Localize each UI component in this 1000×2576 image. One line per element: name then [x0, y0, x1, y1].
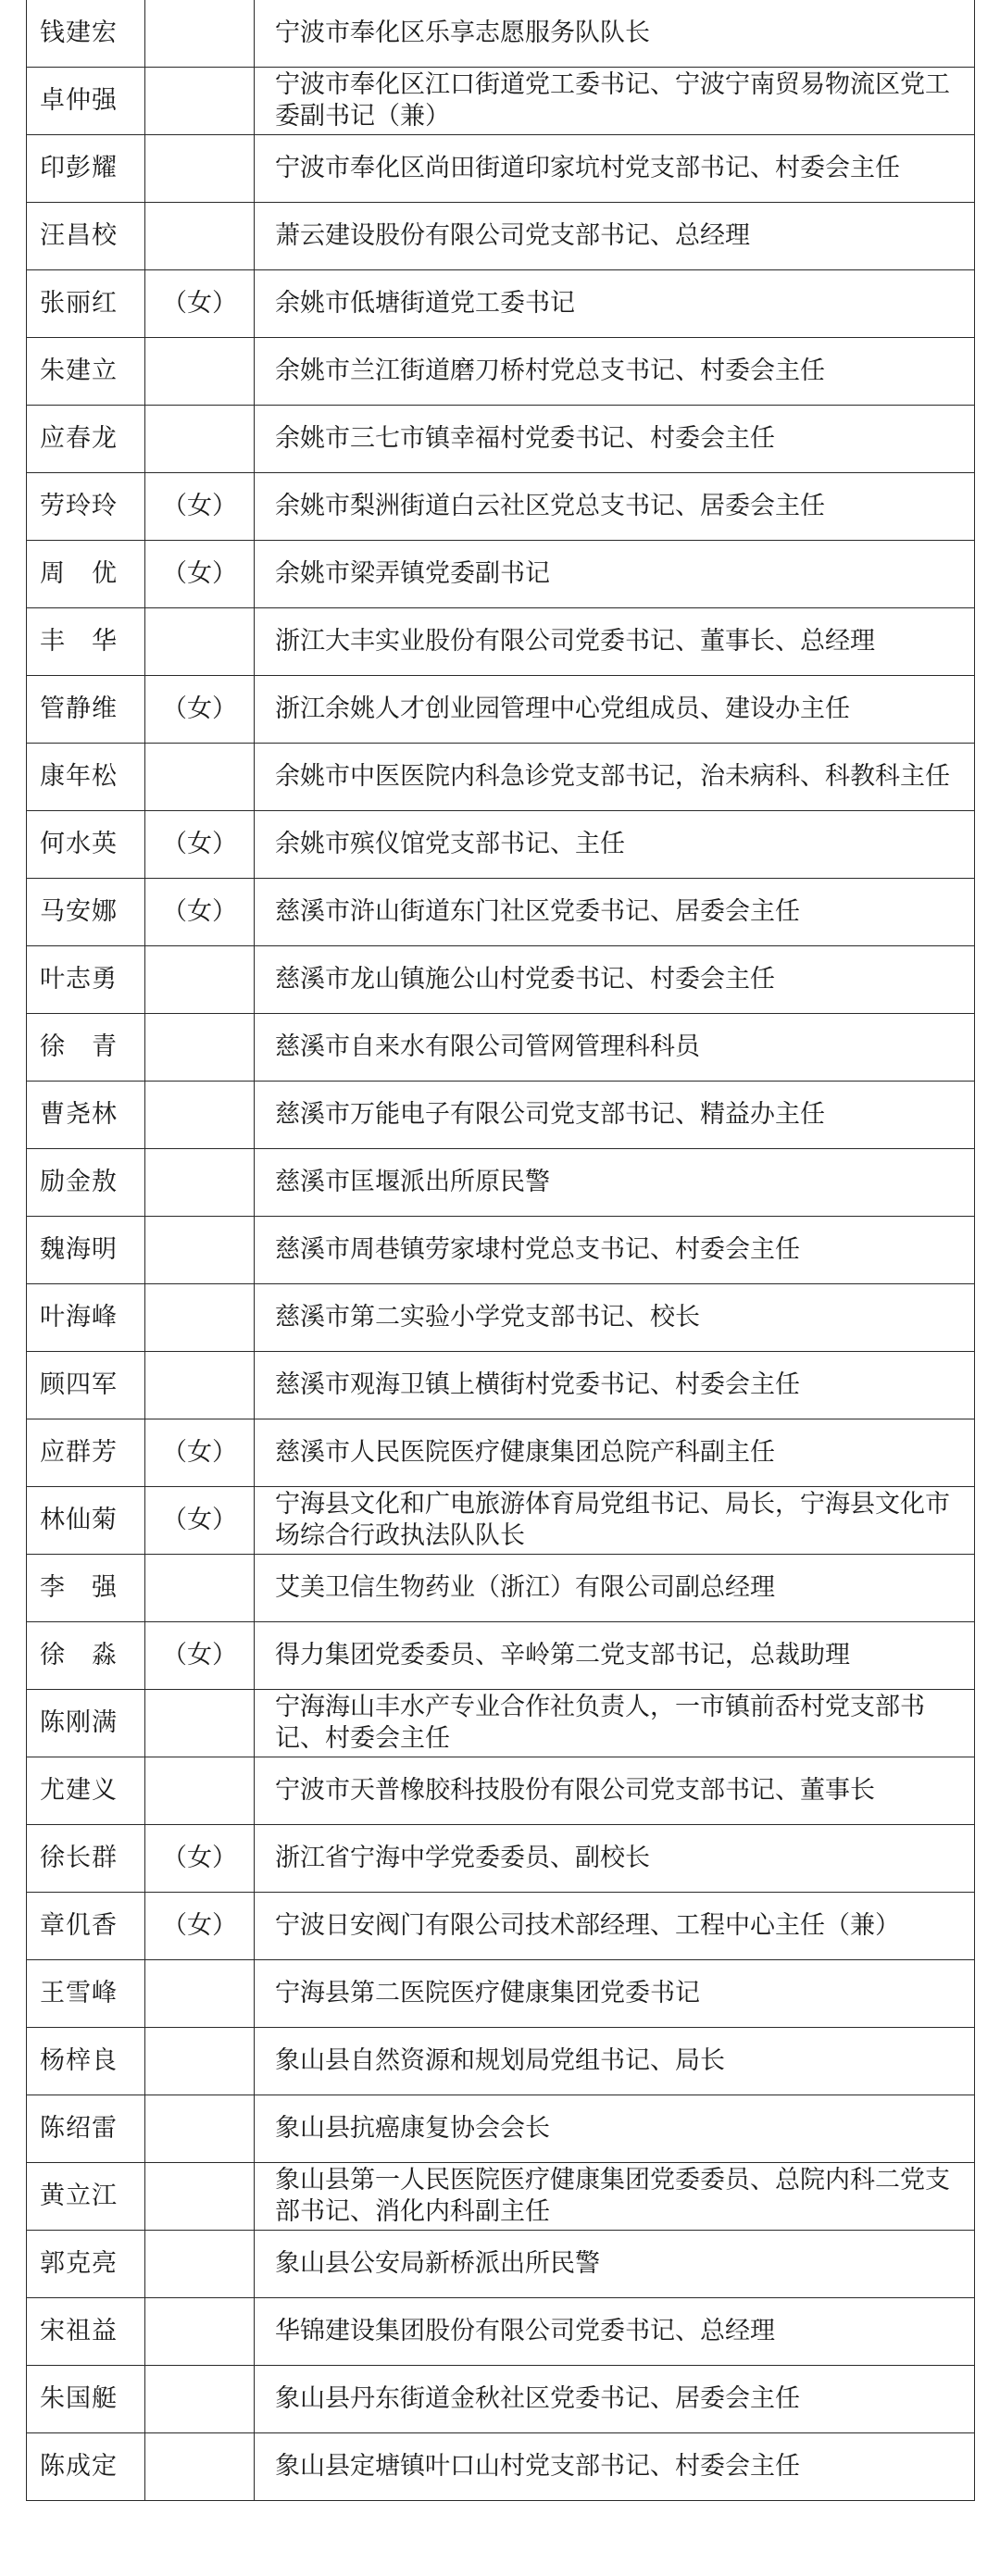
- person-name-cell: 康年松: [27, 744, 145, 811]
- person-name-cell: 印彭耀: [27, 135, 145, 203]
- position-title-cell: 象山县丹东街道金秋社区党委书记、居委会主任: [255, 2366, 975, 2433]
- table-row: [27, 473, 975, 541]
- table-row: [27, 946, 975, 1014]
- table-row: [27, 2231, 975, 2298]
- position-title-cell: 慈溪市浒山街道东门社区党委书记、居委会主任: [255, 879, 975, 946]
- position-title-cell: 余姚市兰江街道磨刀桥村党总支书记、村委会主任: [255, 338, 975, 406]
- table-row: [27, 1555, 975, 1622]
- gender-note-cell: （女）: [145, 1487, 255, 1555]
- gender-note-cell: （女）: [145, 811, 255, 879]
- gender-note-cell: （女）: [145, 879, 255, 946]
- person-name-cell: 宋祖益: [27, 2298, 145, 2366]
- person-name-cell: 应春龙: [27, 406, 145, 473]
- gender-note-cell: （女）: [145, 1622, 255, 1690]
- person-name-cell: 钱建宏: [27, 0, 145, 68]
- person-name-cell: 魏海明: [27, 1217, 145, 1284]
- position-title-cell: 余姚市低塘街道党工委书记: [255, 270, 975, 338]
- table-row: [27, 2028, 975, 2095]
- gender-note-cell: [145, 744, 255, 811]
- table-row: [27, 811, 975, 879]
- table-row: [27, 1014, 975, 1082]
- table-row: [27, 676, 975, 744]
- gender-note-cell: [145, 0, 255, 68]
- gender-note-cell: [145, 135, 255, 203]
- table-row: [27, 1082, 975, 1149]
- gender-note-cell: [145, 2095, 255, 2163]
- roster-body: [27, 0, 975, 2501]
- table-row: [27, 2163, 975, 2231]
- table-row: [27, 1217, 975, 1284]
- gender-note-cell: [145, 2433, 255, 2501]
- person-name-cell: 杨梓良: [27, 2028, 145, 2095]
- person-name-cell: 尤建义: [27, 1757, 145, 1825]
- person-name-cell: 叶志勇: [27, 946, 145, 1014]
- person-name-cell: 朱建立: [27, 338, 145, 406]
- table-row: [27, 2366, 975, 2433]
- position-title-cell: 慈溪市第二实验小学党支部书记、校长: [255, 1284, 975, 1352]
- position-title-cell: 余姚市中医医院内科急诊党支部书记，治未病科、科教科主任: [255, 744, 975, 811]
- gender-note-cell: [145, 1690, 255, 1757]
- gender-note-cell: （女）: [145, 1419, 255, 1487]
- table-row: [27, 1284, 975, 1352]
- table-row: [27, 1419, 975, 1487]
- table-row: [27, 135, 975, 203]
- gender-note-cell: [145, 203, 255, 270]
- position-title-cell: 宁波市奉化区江口街道党工委书记、宁波宁南贸易物流区党工委副书记（兼）: [255, 68, 975, 135]
- table-row: [27, 338, 975, 406]
- position-title-cell: 象山县定塘镇叶口山村党支部书记、村委会主任: [255, 2433, 975, 2501]
- table-row: [27, 1825, 975, 1893]
- position-title-cell: 宁海县文化和广电旅游体育局党组书记、局长，宁海县文化市场综合行政执法队队长: [255, 1487, 975, 1555]
- table-row: [27, 879, 975, 946]
- position-title-cell: 得力集团党委委员、辛岭第二党支部书记，总裁助理: [255, 1622, 975, 1690]
- person-name-cell: 林仙菊: [27, 1487, 145, 1555]
- person-name-cell: 卓仲强: [27, 68, 145, 135]
- position-title-cell: 宁波市奉化区乐享志愿服务队队长: [255, 0, 975, 68]
- table-row: [27, 1960, 975, 2028]
- position-title-cell: 慈溪市匡堰派出所原民警: [255, 1149, 975, 1217]
- person-name-cell: 黄立江: [27, 2163, 145, 2231]
- table-row: [27, 2433, 975, 2501]
- position-title-cell: 宁波市奉化区尚田街道印家坑村党支部书记、村委会主任: [255, 135, 975, 203]
- table-row: [27, 68, 975, 135]
- gender-note-cell: [145, 338, 255, 406]
- gender-note-cell: [145, 1217, 255, 1284]
- gender-note-cell: [145, 608, 255, 676]
- gender-note-cell: [145, 2298, 255, 2366]
- position-title-cell: 象山县抗癌康复协会会长: [255, 2095, 975, 2163]
- person-name-cell: 应群芳: [27, 1419, 145, 1487]
- table-row: [27, 1487, 975, 1555]
- gender-note-cell: （女）: [145, 1825, 255, 1893]
- person-name-cell: 陈成定: [27, 2433, 145, 2501]
- position-title-cell: 宁波市天普橡胶科技股份有限公司党支部书记、董事长: [255, 1757, 975, 1825]
- honoree-roster-table: [26, 0, 975, 2501]
- table-row: [27, 203, 975, 270]
- position-title-cell: 宁海县第二医院医疗健康集团党委书记: [255, 1960, 975, 2028]
- position-title-cell: 余姚市三七市镇幸福村党委书记、村委会主任: [255, 406, 975, 473]
- position-title-cell: 华锦建设集团股份有限公司党委书记、总经理: [255, 2298, 975, 2366]
- gender-note-cell: [145, 2028, 255, 2095]
- table-row: [27, 2298, 975, 2366]
- table-row: [27, 1757, 975, 1825]
- gender-note-cell: [145, 2366, 255, 2433]
- table-row: [27, 1149, 975, 1217]
- table-row: [27, 541, 975, 608]
- person-name-cell: 朱国艇: [27, 2366, 145, 2433]
- person-name-cell: 丰 华: [27, 608, 145, 676]
- position-title-cell: 慈溪市龙山镇施公山村党委书记、村委会主任: [255, 946, 975, 1014]
- position-title-cell: 慈溪市人民医院医疗健康集团总院产科副主任: [255, 1419, 975, 1487]
- table-row: [27, 1622, 975, 1690]
- gender-note-cell: [145, 1352, 255, 1419]
- position-title-cell: 象山县自然资源和规划局党组书记、局长: [255, 2028, 975, 2095]
- person-name-cell: 何水英: [27, 811, 145, 879]
- person-name-cell: 徐长群: [27, 1825, 145, 1893]
- table-row: [27, 744, 975, 811]
- person-name-cell: 管静维: [27, 676, 145, 744]
- position-title-cell: 浙江大丰实业股份有限公司党委书记、董事长、总经理: [255, 608, 975, 676]
- gender-note-cell: [145, 2163, 255, 2231]
- position-title-cell: 余姚市梁弄镇党委副书记: [255, 541, 975, 608]
- gender-note-cell: [145, 1014, 255, 1082]
- person-name-cell: 马安娜: [27, 879, 145, 946]
- gender-note-cell: [145, 946, 255, 1014]
- person-name-cell: 励金敖: [27, 1149, 145, 1217]
- gender-note-cell: （女）: [145, 1893, 255, 1960]
- position-title-cell: 慈溪市周巷镇劳家埭村党总支书记、村委会主任: [255, 1217, 975, 1284]
- gender-note-cell: [145, 1082, 255, 1149]
- gender-note-cell: （女）: [145, 541, 255, 608]
- position-title-cell: 宁波日安阀门有限公司技术部经理、工程中心主任（兼）: [255, 1893, 975, 1960]
- person-name-cell: 汪昌校: [27, 203, 145, 270]
- person-name-cell: 徐 淼: [27, 1622, 145, 1690]
- position-title-cell: 宁海海山丰水产专业合作社负责人，一市镇前岙村党支部书记、村委会主任: [255, 1690, 975, 1757]
- table-row: [27, 0, 975, 68]
- person-name-cell: 章仉香: [27, 1893, 145, 1960]
- position-title-cell: 慈溪市万能电子有限公司党支部书记、精益办主任: [255, 1082, 975, 1149]
- position-title-cell: 浙江省宁海中学党委委员、副校长: [255, 1825, 975, 1893]
- table-row: [27, 1690, 975, 1757]
- person-name-cell: 叶海峰: [27, 1284, 145, 1352]
- person-name-cell: 顾四军: [27, 1352, 145, 1419]
- position-title-cell: 萧云建设股份有限公司党支部书记、总经理: [255, 203, 975, 270]
- table-row: [27, 1352, 975, 1419]
- gender-note-cell: [145, 1757, 255, 1825]
- position-title-cell: 象山县公安局新桥派出所民警: [255, 2231, 975, 2298]
- person-name-cell: 陈刚满: [27, 1690, 145, 1757]
- table-row: [27, 608, 975, 676]
- position-title-cell: 象山县第一人民医院医疗健康集团党委委员、总院内科二党支部书记、消化内科副主任: [255, 2163, 975, 2231]
- table-row: [27, 406, 975, 473]
- gender-note-cell: [145, 1960, 255, 2028]
- gender-note-cell: [145, 68, 255, 135]
- position-title-cell: 慈溪市观海卫镇上横街村党委书记、村委会主任: [255, 1352, 975, 1419]
- position-title-cell: 余姚市殡仪馆党支部书记、主任: [255, 811, 975, 879]
- person-name-cell: 徐 青: [27, 1014, 145, 1082]
- gender-note-cell: （女）: [145, 676, 255, 744]
- gender-note-cell: [145, 1555, 255, 1622]
- gender-note-cell: [145, 1149, 255, 1217]
- position-title-cell: 艾美卫信生物药业（浙江）有限公司副总经理: [255, 1555, 975, 1622]
- person-name-cell: 劳玲玲: [27, 473, 145, 541]
- person-name-cell: 曹尧林: [27, 1082, 145, 1149]
- gender-note-cell: [145, 406, 255, 473]
- table-row: [27, 1893, 975, 1960]
- person-name-cell: 周 优: [27, 541, 145, 608]
- position-title-cell: 浙江余姚人才创业园管理中心党组成员、建设办主任: [255, 676, 975, 744]
- gender-note-cell: [145, 1284, 255, 1352]
- position-title-cell: 慈溪市自来水有限公司管网管理科科员: [255, 1014, 975, 1082]
- person-name-cell: 李 强: [27, 1555, 145, 1622]
- table-row: [27, 270, 975, 338]
- table-row: [27, 2095, 975, 2163]
- person-name-cell: 王雪峰: [27, 1960, 145, 2028]
- gender-note-cell: [145, 2231, 255, 2298]
- gender-note-cell: （女）: [145, 270, 255, 338]
- person-name-cell: 郭克亮: [27, 2231, 145, 2298]
- gender-note-cell: （女）: [145, 473, 255, 541]
- person-name-cell: 张丽红: [27, 270, 145, 338]
- person-name-cell: 陈绍雷: [27, 2095, 145, 2163]
- position-title-cell: 余姚市梨洲街道白云社区党总支书记、居委会主任: [255, 473, 975, 541]
